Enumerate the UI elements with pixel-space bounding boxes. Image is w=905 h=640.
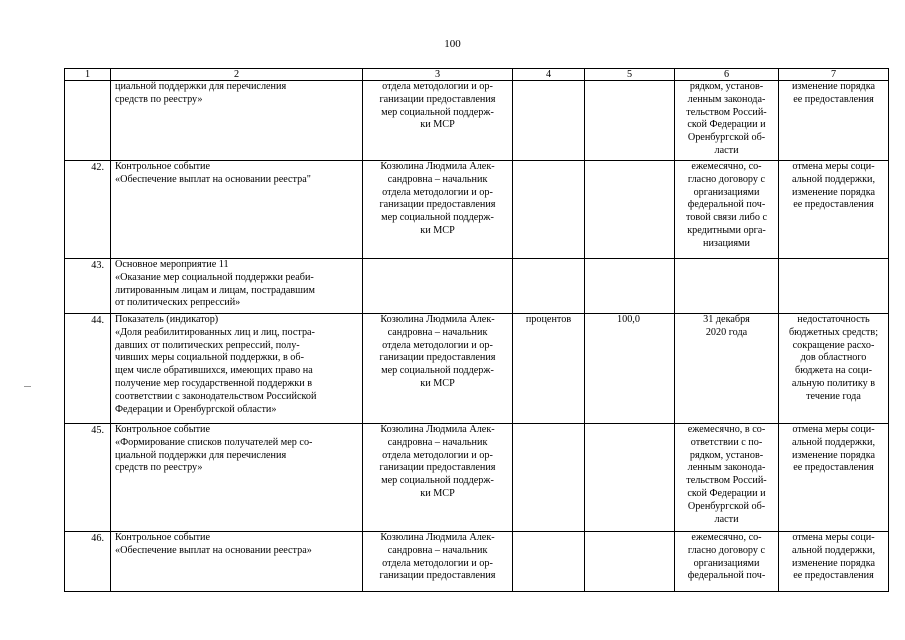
- cell-line: чивших меры социальной поддержки, в об-: [115, 352, 304, 364]
- cell-line: альной поддержки,: [791, 173, 876, 185]
- cell-line: изменение порядка: [791, 186, 876, 198]
- risk-cell: [779, 161, 889, 259]
- cell-line: Федерации и Оренбургской области»: [115, 403, 277, 415]
- table-row: [65, 81, 889, 161]
- cell-line: тельством Россий-: [686, 475, 767, 487]
- cell-line: Козюлина Людмила Алек-: [380, 532, 495, 543]
- cell-line: ки МСР: [420, 119, 455, 131]
- cell-line: «Обеспечение выплат на основании реестра»: [115, 544, 312, 556]
- cell-line: альной поддержки,: [791, 544, 876, 556]
- column-number: 2: [111, 69, 363, 81]
- cell-line: отдела методологии и ор-: [382, 186, 493, 198]
- cell-line: ганизации предоставления: [379, 352, 496, 364]
- cell-line: Основное мероприятие 11: [115, 259, 229, 270]
- cell-line: ее предоставления: [793, 570, 874, 582]
- activity-name-cell: [111, 314, 363, 424]
- column-number: 7: [779, 69, 889, 81]
- table-row: [65, 532, 889, 592]
- cell-line: Козюлина Людмила Алек-: [380, 424, 495, 435]
- cell-line: «Оказание мер социальной поддержки реаби-: [115, 271, 314, 283]
- value-cell: [585, 532, 675, 592]
- value-cell: [585, 424, 675, 532]
- cell-line: федеральной поч-: [687, 570, 766, 582]
- cell-line: «Обеспечение выплат на основании реестра": [115, 173, 311, 185]
- cell-line: рядком, установ-: [689, 81, 764, 92]
- cell-line: ганизации предоставления: [379, 462, 496, 474]
- unit-cell: [513, 161, 585, 259]
- cell-line: ганизации предоставления: [379, 199, 496, 211]
- cell-line: изменение порядка: [791, 557, 876, 569]
- activity-name-cell: [111, 161, 363, 259]
- cell-line: бюджета на соци-: [795, 365, 872, 377]
- cell-line: мер социальной поддерж-: [381, 475, 494, 487]
- cell-line: ласти: [714, 513, 739, 525]
- cell-line: тельством Россий-: [686, 106, 767, 118]
- cell-line: мер социальной поддерж-: [381, 212, 494, 224]
- cell-text: процентов: [525, 314, 572, 325]
- cell-line: соответствии с законодательством Российской: [115, 390, 317, 402]
- cell-line: сандровна – начальник: [387, 436, 488, 448]
- deadline-cell: [675, 532, 779, 592]
- cell-line: получение мер государственной поддержки в: [115, 377, 312, 389]
- cell-line: сокращение расхо-: [792, 339, 875, 351]
- responsible-cell: [363, 81, 513, 161]
- cell-line: бюджетных средств;: [788, 326, 879, 338]
- cell-text: 43.: [91, 260, 104, 271]
- column-number-row: [65, 69, 889, 81]
- unit-cell: [513, 424, 585, 532]
- activity-name-cell: [111, 259, 363, 314]
- responsible-cell: [363, 424, 513, 532]
- cell-line: сандровна – начальник: [387, 544, 488, 556]
- cell-line: сандровна – начальник: [387, 326, 488, 338]
- cell-text: 45.: [91, 425, 104, 436]
- cell-line: альную политику в: [791, 377, 876, 389]
- cell-line: Контрольное событие: [115, 424, 210, 435]
- row-number-cell: [65, 161, 111, 259]
- cell-line: «Формирование списков получателей мер со-: [115, 436, 313, 448]
- page-number: 100: [444, 38, 461, 50]
- cell-line: ленным законода-: [687, 462, 766, 474]
- unit-cell: [513, 314, 585, 424]
- cell-line: «Доля реабилитированных лиц и лиц, постра-: [115, 326, 315, 338]
- cell-line: отмена меры соци-: [792, 424, 875, 435]
- column-number: 3: [363, 69, 513, 81]
- cell-line: 2020 года: [705, 326, 748, 338]
- cell-line: ответствии с по-: [690, 436, 763, 448]
- cell-line: ласти: [714, 144, 739, 156]
- cell-line: ее предоставления: [793, 462, 874, 474]
- table-row: [65, 424, 889, 532]
- cell-line: ее предоставления: [793, 199, 874, 211]
- row-number-cell: [65, 314, 111, 424]
- risk-cell: [779, 532, 889, 592]
- cell-line: средств по реестру»: [115, 93, 203, 105]
- value-cell: [585, 314, 675, 424]
- cell-line: дов областного: [800, 352, 867, 364]
- column-number: 4: [513, 69, 585, 81]
- cell-line: Козюлина Людмила Алек-: [380, 161, 495, 172]
- responsible-cell: [363, 259, 513, 314]
- cell-line: отмена меры соци-: [792, 532, 875, 543]
- cell-line: низациями: [703, 237, 750, 249]
- cell-line: щем числе обратившихся, имеющих право на: [115, 365, 313, 377]
- cell-line: отдела методологии и ор-: [382, 557, 493, 569]
- cell-line: средств по реестру»: [115, 462, 203, 474]
- deadline-cell: [675, 161, 779, 259]
- cell-line: мер социальной поддерж-: [381, 365, 494, 377]
- table-row: [65, 259, 889, 314]
- cell-line: ганизации предоставления: [379, 93, 496, 105]
- deadline-cell: [675, 259, 779, 314]
- cell-line: мер социальной поддерж-: [381, 106, 494, 118]
- cell-line: ленным законода-: [687, 93, 766, 105]
- activity-name-cell: [111, 81, 363, 161]
- responsible-cell: [363, 161, 513, 259]
- cell-line: циальной поддержки для перечисления: [115, 81, 287, 92]
- cell-line: кредитными орга-: [687, 224, 766, 236]
- cell-line: отдела методологии и ор-: [382, 81, 493, 92]
- cell-line: товой связи либо с: [685, 212, 768, 224]
- cell-line: организациями: [693, 186, 760, 198]
- activity-name-cell: [111, 532, 363, 592]
- cell-line: 31 декабря: [703, 314, 750, 325]
- risk-cell: [779, 314, 889, 424]
- cell-line: Контрольное событие: [115, 161, 210, 172]
- cell-line: рядком, установ-: [689, 449, 764, 461]
- row-number-cell: [65, 259, 111, 314]
- cell-line: ее предоставления: [793, 93, 874, 105]
- table-row: [65, 161, 889, 259]
- cell-line: альной поддержки,: [791, 436, 876, 448]
- unit-cell: [513, 259, 585, 314]
- cell-line: от политических репрессий»: [115, 297, 241, 309]
- cell-line: ки МСР: [420, 487, 455, 499]
- cell-line: литированным лицам и лицам, пострадавшим: [115, 284, 315, 296]
- cell-line: гласно договору с: [687, 173, 766, 185]
- cell-text: 100,0: [617, 314, 640, 325]
- deadline-cell: [675, 424, 779, 532]
- cell-line: отдела методологии и ор-: [382, 449, 493, 461]
- column-number: 1: [65, 69, 111, 81]
- cell-text: 44.: [91, 315, 104, 326]
- cell-line: Показатель (индикатор): [115, 314, 219, 325]
- cell-line: организациями: [693, 557, 760, 569]
- program-table: [64, 68, 889, 592]
- cell-line: ской Федерации и: [687, 119, 766, 131]
- cell-text: 46.: [91, 533, 104, 544]
- value-cell: [585, 81, 675, 161]
- cell-line: сандровна – начальник: [387, 173, 488, 185]
- cell-line: изменение порядка: [791, 449, 876, 461]
- value-cell: [585, 259, 675, 314]
- column-number: 5: [585, 69, 675, 81]
- column-number: 6: [675, 69, 779, 81]
- cell-line: ской Федерации и: [687, 487, 766, 499]
- cell-text: 42.: [91, 162, 104, 173]
- unit-cell: [513, 81, 585, 161]
- cell-line: недостаточность: [797, 314, 870, 325]
- risk-cell: [779, 259, 889, 314]
- risk-cell: [779, 81, 889, 161]
- cell-line: течение года: [806, 390, 861, 402]
- cell-line: ежемесячно, со-: [691, 161, 762, 172]
- responsible-cell: [363, 532, 513, 592]
- unit-cell: [513, 532, 585, 592]
- cell-line: циальной поддержки для перечисления: [115, 449, 287, 461]
- cell-line: Оренбургской об-: [687, 132, 766, 144]
- cell-line: отдела методологии и ор-: [382, 339, 493, 351]
- cell-line: отмена меры соци-: [792, 161, 875, 172]
- cell-line: ежемесячно, в со-: [687, 424, 766, 435]
- value-cell: [585, 161, 675, 259]
- deadline-cell: [675, 314, 779, 424]
- cell-line: ки МСР: [420, 224, 455, 236]
- table-row: [65, 314, 889, 424]
- cell-line: ганизации предоставления: [379, 570, 496, 582]
- cell-line: федеральной поч-: [687, 199, 766, 211]
- cell-line: Оренбургской об-: [687, 500, 766, 512]
- cell-line: давших от политических репрессий, полу-: [115, 339, 300, 351]
- cell-line: гласно договору с: [687, 544, 766, 556]
- cell-line: Контрольное событие: [115, 532, 210, 543]
- cell-line: ки МСР: [420, 377, 455, 389]
- risk-cell: [779, 424, 889, 532]
- cell-line: изменение порядка: [791, 81, 876, 92]
- cell-line: Козюлина Людмила Алек-: [380, 314, 495, 325]
- activity-name-cell: [111, 424, 363, 532]
- cell-line: ежемесячно, со-: [691, 532, 762, 543]
- row-number-cell: [65, 532, 111, 592]
- scan-mark: [24, 386, 31, 387]
- responsible-cell: [363, 314, 513, 424]
- row-number-cell: [65, 81, 111, 161]
- row-number-cell: [65, 424, 111, 532]
- deadline-cell: [675, 81, 779, 161]
